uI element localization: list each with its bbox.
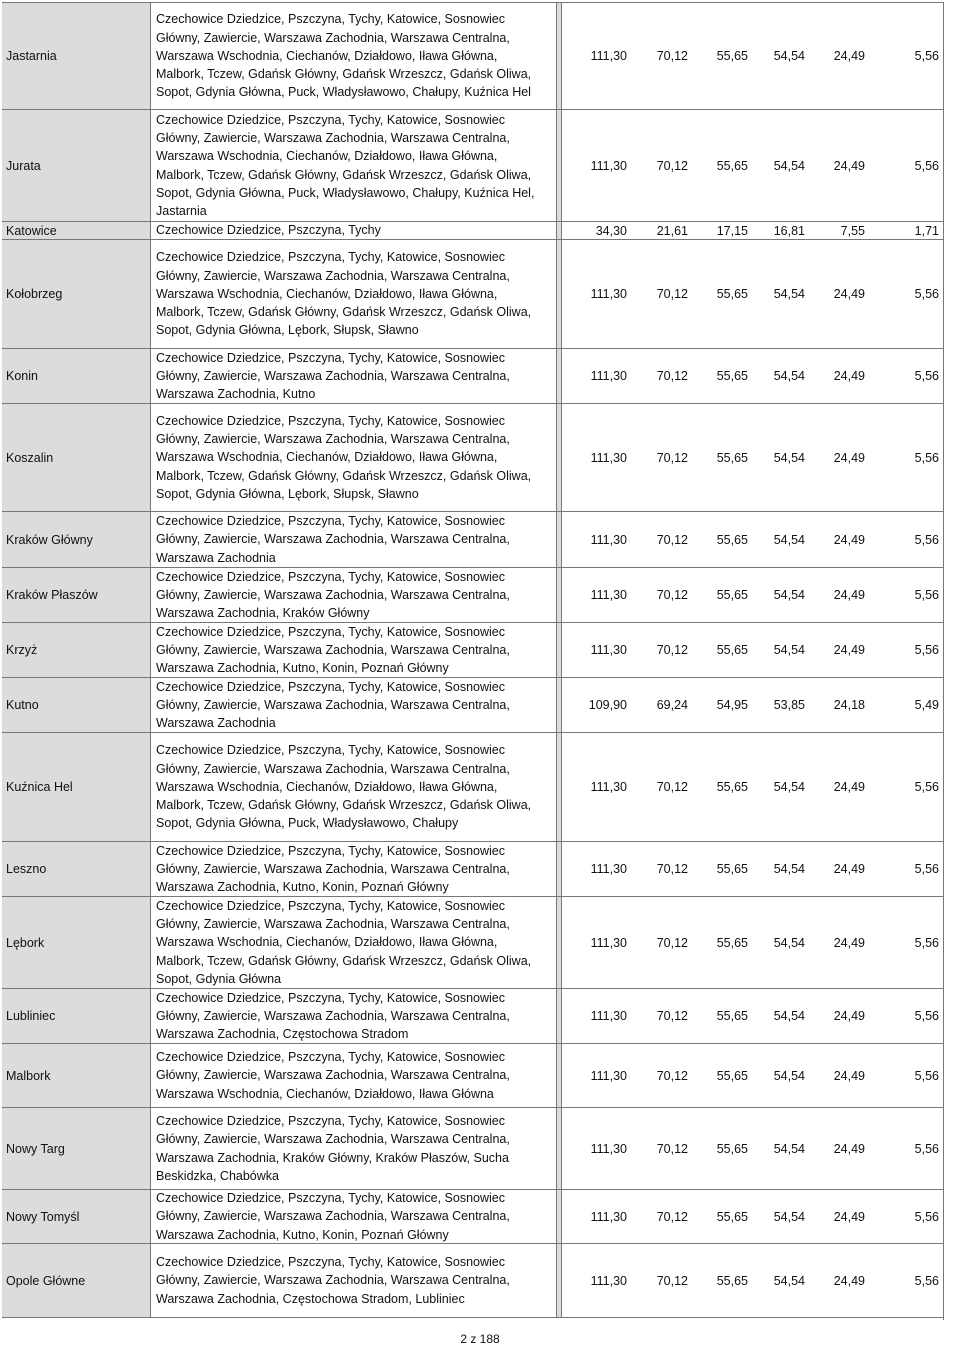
fare-value: 54,54 — [773, 780, 805, 794]
fare-value: 5,56 — [914, 935, 939, 950]
column-separator — [556, 623, 562, 677]
column-separator — [556, 842, 562, 896]
fare-value: 70,12 — [656, 49, 688, 63]
fare-value: 24,49 — [833, 1209, 865, 1224]
route-description: Czechowice Dziedzice, Pszczyna, Tychy, Katowice, Sosnowiec Główny, Zawiercie, Warszawa Zachodnia, Warszawa Centralna, Warszawa Wschodnia, Ciechanów, Działdowo, Iława Główna — [156, 1050, 510, 1101]
fare-value: 55,65 — [716, 1009, 748, 1023]
fare-value: 54,54 — [773, 1068, 805, 1083]
table-row — [2, 349, 944, 404]
fare-value: 5,56 — [914, 1273, 939, 1288]
fare-value: 111,30 — [590, 1141, 627, 1156]
fare-value: 54,54 — [773, 1273, 805, 1288]
station-name: Katowice — [2, 222, 151, 239]
fare-value: 55,65 — [716, 1209, 748, 1224]
station-name: Leszno — [2, 842, 151, 896]
fare-value: 24,49 — [833, 1273, 865, 1288]
fare-value: 55,65 — [716, 780, 748, 794]
fare-value: 111,30 — [590, 1273, 627, 1288]
route-description: Czechowice Dziedzice, Pszczyna, Tychy, Katowice, Sosnowiec Główny, Zawiercie, Warszawa Zachodnia, Warszawa Centralna, Warszawa Wschodnia, Ciechanów, Działdowo, Iława Główna, Malbork, Tczew, Gdańsk Główny, Gdańsk Wrzeszcz, Gdańsk Oliwa, Sopot, Gdynia Główna, Puck, Władysławowo, Chałupy — [156, 743, 532, 831]
fare-value: 53,85 — [773, 698, 805, 712]
fare-value: 24,49 — [833, 643, 865, 657]
table-row — [2, 678, 944, 733]
route-description: Czechowice Dziedzice, Pszczyna, Tychy, Katowice, Sosnowiec Główny, Zawiercie, Warszawa Zachodnia, Warszawa Centralna, Warszawa Zachodnia, Kraków Główny, Kraków Płaszów, Sucha Beskidzka, Chabówka — [156, 1113, 510, 1183]
station-name: Krzyż — [2, 623, 151, 677]
column-separator — [556, 989, 562, 1043]
fare-value: 24,49 — [833, 158, 865, 173]
fare-value: 24,49 — [833, 935, 865, 950]
column-separator — [556, 568, 562, 622]
fare-value: 24,49 — [833, 532, 865, 547]
fare-value: 55,65 — [716, 369, 748, 383]
table-row — [2, 897, 944, 989]
fare-value: 70,12 — [656, 532, 688, 547]
fare-value: 69,24 — [656, 698, 688, 712]
station-name: Koszalin — [2, 404, 151, 511]
fare-value: 54,54 — [773, 1009, 805, 1023]
table-row — [2, 568, 944, 623]
fare-value: 70,12 — [656, 450, 688, 465]
fare-value: 111,30 — [590, 643, 627, 657]
fare-value: 54,54 — [773, 369, 805, 383]
fare-value: 111,30 — [590, 862, 627, 876]
column-separator — [556, 512, 562, 567]
fare-value: 111,30 — [590, 935, 627, 950]
fare-value: 5,56 — [914, 369, 939, 383]
column-separator — [556, 222, 562, 239]
table-row — [2, 1190, 944, 1244]
route-description: Czechowice Dziedzice, Pszczyna, Tychy, Katowice, Sosnowiec Główny, Zawiercie, Warszawa Zachodnia, Warszawa Centralna, Warszawa Zachodnia, Kutno, Konin, Poznań Główny — [156, 1191, 510, 1242]
table-row — [2, 222, 944, 240]
route-description: Czechowice Dziedzice, Pszczyna, Tychy — [156, 223, 381, 238]
fare-value: 24,49 — [833, 862, 865, 876]
fare-value: 111,30 — [590, 532, 627, 547]
fare-value: 5,56 — [914, 287, 939, 301]
fare-value: 111,30 — [590, 1068, 627, 1083]
fare-value: 55,65 — [716, 588, 748, 602]
fare-value: 54,54 — [773, 450, 805, 465]
table-row — [2, 512, 944, 568]
column-separator — [556, 1108, 562, 1189]
station-name: Kuźnica Hel — [2, 733, 151, 841]
fare-value: 17,15 — [716, 223, 748, 238]
fare-value: 1,71 — [914, 223, 939, 238]
table-row — [2, 110, 944, 222]
fare-value: 16,81 — [773, 223, 805, 238]
fare-value: 55,65 — [716, 287, 748, 301]
route-description: Czechowice Dziedzice, Pszczyna, Tychy, Katowice, Sosnowiec Główny, Zawiercie, Warszawa Zachodnia, Warszawa Centralna, Warszawa Zachodnia, Kraków Główny — [156, 569, 510, 621]
fare-value: 55,65 — [716, 158, 748, 173]
column-separator — [556, 240, 562, 348]
fare-value: 54,54 — [773, 1209, 805, 1224]
route-description: Czechowice Dziedzice, Pszczyna, Tychy, Katowice, Sosnowiec Główny, Zawiercie, Warszawa Zachodnia, Warszawa Centralna, Warszawa Wschodnia, Ciechanów, Działdowo, Iława Główna, Malbork, Tczew, Gdańsk Główny, Gdańsk Wrzeszcz, Gdańsk Oliwa, Sopot, Gdynia Główna, Lębork, Słupsk, Sławno — [156, 413, 532, 501]
fare-value: 54,95 — [716, 698, 748, 712]
station-name: Malbork — [2, 1044, 151, 1107]
fare-value: 109,90 — [588, 698, 627, 712]
fare-value: 24,49 — [833, 1068, 865, 1083]
fare-value: 55,65 — [716, 862, 748, 876]
route-description: Czechowice Dziedzice, Pszczyna, Tychy, Katowice, Sosnowiec Główny, Zawiercie, Warszawa Zachodnia, Warszawa Centralna, Warszawa Zachodnia, Kutno, Konin, Poznań Główny — [156, 624, 510, 676]
fare-value: 54,54 — [773, 588, 805, 602]
route-description: Czechowice Dziedzice, Pszczyna, Tychy, Katowice, Sosnowiec Główny, Zawiercie, Warszawa Zachodnia, Warszawa Centralna, Warszawa Zachodnia — [156, 679, 510, 731]
column-separator — [556, 1244, 562, 1317]
fare-value: 54,54 — [773, 1141, 805, 1156]
station-name: Kraków Główny — [2, 512, 151, 567]
fare-value: 7,55 — [840, 223, 865, 238]
fare-value: 5,56 — [914, 1141, 939, 1156]
page-number: 2 z 188 — [460, 1332, 500, 1346]
fare-value: 54,54 — [773, 935, 805, 950]
fare-value: 70,12 — [656, 1068, 688, 1083]
column-separator — [556, 1044, 562, 1107]
route-description: Czechowice Dziedzice, Pszczyna, Tychy, Katowice, Sosnowiec Główny, Zawiercie, Warszawa Zachodnia, Warszawa Centralna, Warszawa Zachodnia, Częstochowa Stradom, Lubliniec — [156, 1255, 510, 1306]
fare-value: 34,30 — [595, 223, 627, 238]
route-description: Czechowice Dziedzice, Pszczyna, Tychy, Katowice, Sosnowiec Główny, Zawiercie, Warszawa Zachodnia, Warszawa Centralna, Warszawa Zachodnia — [156, 514, 510, 565]
fare-value: 70,12 — [656, 1209, 688, 1224]
station-name: Jastarnia — [2, 3, 151, 109]
column-separator — [556, 3, 562, 109]
fare-value: 70,12 — [656, 1141, 688, 1156]
fare-value: 54,54 — [773, 643, 805, 657]
fare-value: 111,30 — [590, 49, 627, 63]
fare-value: 111,30 — [590, 588, 627, 602]
table-row — [2, 733, 944, 842]
column-separator — [556, 110, 562, 221]
fare-value: 70,12 — [656, 1273, 688, 1288]
column-separator — [556, 897, 562, 988]
fare-value: 111,30 — [590, 780, 627, 794]
fare-value: 54,54 — [773, 532, 805, 547]
fare-value: 54,54 — [773, 862, 805, 876]
column-separator — [556, 733, 562, 841]
fare-value: 21,61 — [656, 223, 688, 238]
fare-value: 5,56 — [914, 588, 939, 602]
fare-value: 24,49 — [833, 780, 865, 794]
fare-value: 5,56 — [914, 450, 939, 465]
column-separator — [556, 349, 562, 403]
table-row — [2, 240, 944, 349]
column-separator — [556, 678, 562, 732]
fare-value: 24,18 — [833, 698, 865, 712]
column-separator — [556, 404, 562, 511]
fare-value: 5,56 — [914, 643, 939, 657]
table-right-border — [943, 2, 944, 1320]
table-row — [2, 2, 944, 110]
table-row — [2, 989, 944, 1044]
fare-value: 24,49 — [833, 287, 865, 301]
fare-value: 5,56 — [914, 1068, 939, 1083]
fare-value: 111,30 — [590, 1209, 627, 1224]
fare-value: 5,56 — [914, 1009, 939, 1023]
route-description: Czechowice Dziedzice, Pszczyna, Tychy, Katowice, Sosnowiec Główny, Zawiercie, Warszawa Zachodnia, Warszawa Centralna, Warszawa Wschodnia, Ciechanów, Działdowo, Iława Główna, Malbork, Tczew, Gdańsk Główny, Gdańsk Wrzeszcz, Gdańsk Oliwa, Sopot, Gdynia Główna, Lębork, Słupsk, Sławno — [156, 250, 532, 338]
station-name: Kołobrzeg — [2, 240, 151, 348]
table-row — [2, 404, 944, 512]
fare-value: 111,30 — [590, 1009, 627, 1023]
table-row — [2, 623, 944, 678]
fare-value: 5,56 — [914, 862, 939, 876]
fare-value: 55,65 — [716, 1141, 748, 1156]
fare-value: 54,54 — [773, 158, 805, 173]
fare-value: 5,56 — [914, 532, 939, 547]
fare-value: 70,12 — [656, 369, 688, 383]
fare-value: 24,49 — [833, 450, 865, 465]
station-name: Lębork — [2, 897, 151, 988]
station-name: Opole Główne — [2, 1244, 151, 1317]
fare-value: 111,30 — [590, 450, 627, 465]
fare-value: 70,12 — [656, 588, 688, 602]
route-description: Czechowice Dziedzice, Pszczyna, Tychy, Katowice, Sosnowiec Główny, Zawiercie, Warszawa Zachodnia, Warszawa Centralna, Warszawa Wschodnia, Ciechanów, Działdowo, Iława Główna, Malbork, Tczew, Gdańsk Główny, Gdańsk Wrzeszcz, Gdańsk Oliwa, Sopot, Gdynia Główna — [156, 898, 532, 986]
fare-value: 55,65 — [716, 1068, 748, 1083]
table-row — [2, 1108, 944, 1190]
route-description: Czechowice Dziedzice, Pszczyna, Tychy, Katowice, Sosnowiec Główny, Zawiercie, Warszawa Zachodnia, Warszawa Centralna, Warszawa Zachodnia, Częstochowa Stradom — [156, 990, 510, 1042]
station-name: Kraków Płaszów — [2, 568, 151, 622]
fare-value: 70,12 — [656, 935, 688, 950]
fare-value: 55,65 — [716, 1273, 748, 1288]
table-row — [2, 842, 944, 897]
fare-value: 5,56 — [914, 780, 939, 794]
fare-value: 5,56 — [914, 49, 939, 63]
fare-value: 55,65 — [716, 532, 748, 547]
station-name: Lubliniec — [2, 989, 151, 1043]
fare-value: 70,12 — [656, 862, 688, 876]
route-description: Czechowice Dziedzice, Pszczyna, Tychy, Katowice, Sosnowiec Główny, Zawiercie, Warszawa Zachodnia, Warszawa Centralna, Warszawa Wschodnia, Ciechanów, Działdowo, Iława Główna, Malbork, Tczew, Gdańsk Główny, Gdańsk Wrzeszcz, Gdańsk Oliwa, Sopot, Gdynia Główna, Puck, Władysławowo, Chałupy, Kuźnica Hel — [156, 12, 532, 100]
fare-value: 5,49 — [914, 698, 939, 712]
fare-value: 24,49 — [833, 369, 865, 383]
column-separator — [556, 1190, 562, 1243]
fare-value: 24,49 — [833, 588, 865, 602]
station-name: Nowy Tomyśl — [2, 1190, 151, 1243]
station-name: Nowy Targ — [2, 1108, 151, 1189]
fare-value: 70,12 — [656, 158, 688, 173]
fare-value: 55,65 — [716, 49, 748, 63]
fare-value: 55,65 — [716, 643, 748, 657]
fare-value: 5,56 — [914, 158, 939, 173]
fare-value: 70,12 — [656, 780, 688, 794]
route-description: Czechowice Dziedzice, Pszczyna, Tychy, Katowice, Sosnowiec Główny, Zawiercie, Warszawa Zachodnia, Warszawa Centralna, Warszawa Zachodnia, Kutno — [156, 350, 510, 402]
fare-value: 55,65 — [716, 450, 748, 465]
fare-value: 24,49 — [833, 1141, 865, 1156]
station-name: Konin — [2, 349, 151, 403]
route-description: Czechowice Dziedzice, Pszczyna, Tychy, Katowice, Sosnowiec Główny, Zawiercie, Warszawa Zachodnia, Warszawa Centralna, Warszawa Wschodnia, Ciechanów, Działdowo, Iława Główna, Malbork, Tczew, Gdańsk Główny, Gdańsk Wrzeszcz, Gdańsk Oliwa, Sopot, Gdynia Główna, Puck, Władysławowo, Chałupy, Kuźnica Hel, Jastarnia — [156, 112, 535, 219]
table-row — [2, 1244, 944, 1318]
fare-value: 111,30 — [590, 369, 627, 383]
station-name: Kutno — [2, 678, 151, 732]
route-description: Czechowice Dziedzice, Pszczyna, Tychy, Katowice, Sosnowiec Główny, Zawiercie, Warszawa Zachodnia, Warszawa Centralna, Warszawa Zachodnia, Kutno, Konin, Poznań Główny — [156, 843, 510, 895]
fare-value: 111,30 — [590, 158, 627, 173]
fare-value: 54,54 — [773, 287, 805, 301]
station-name: Jurata — [2, 110, 151, 221]
fare-value: 70,12 — [656, 643, 688, 657]
fare-value: 70,12 — [656, 1009, 688, 1023]
fare-value: 5,56 — [914, 1209, 939, 1224]
fare-value: 24,49 — [833, 1009, 865, 1023]
fare-value: 54,54 — [773, 49, 805, 63]
table-row — [2, 1044, 944, 1108]
fare-value: 24,49 — [833, 49, 865, 63]
fare-value: 70,12 — [656, 287, 688, 301]
fare-value: 55,65 — [716, 935, 748, 950]
fare-value: 111,30 — [590, 287, 627, 301]
